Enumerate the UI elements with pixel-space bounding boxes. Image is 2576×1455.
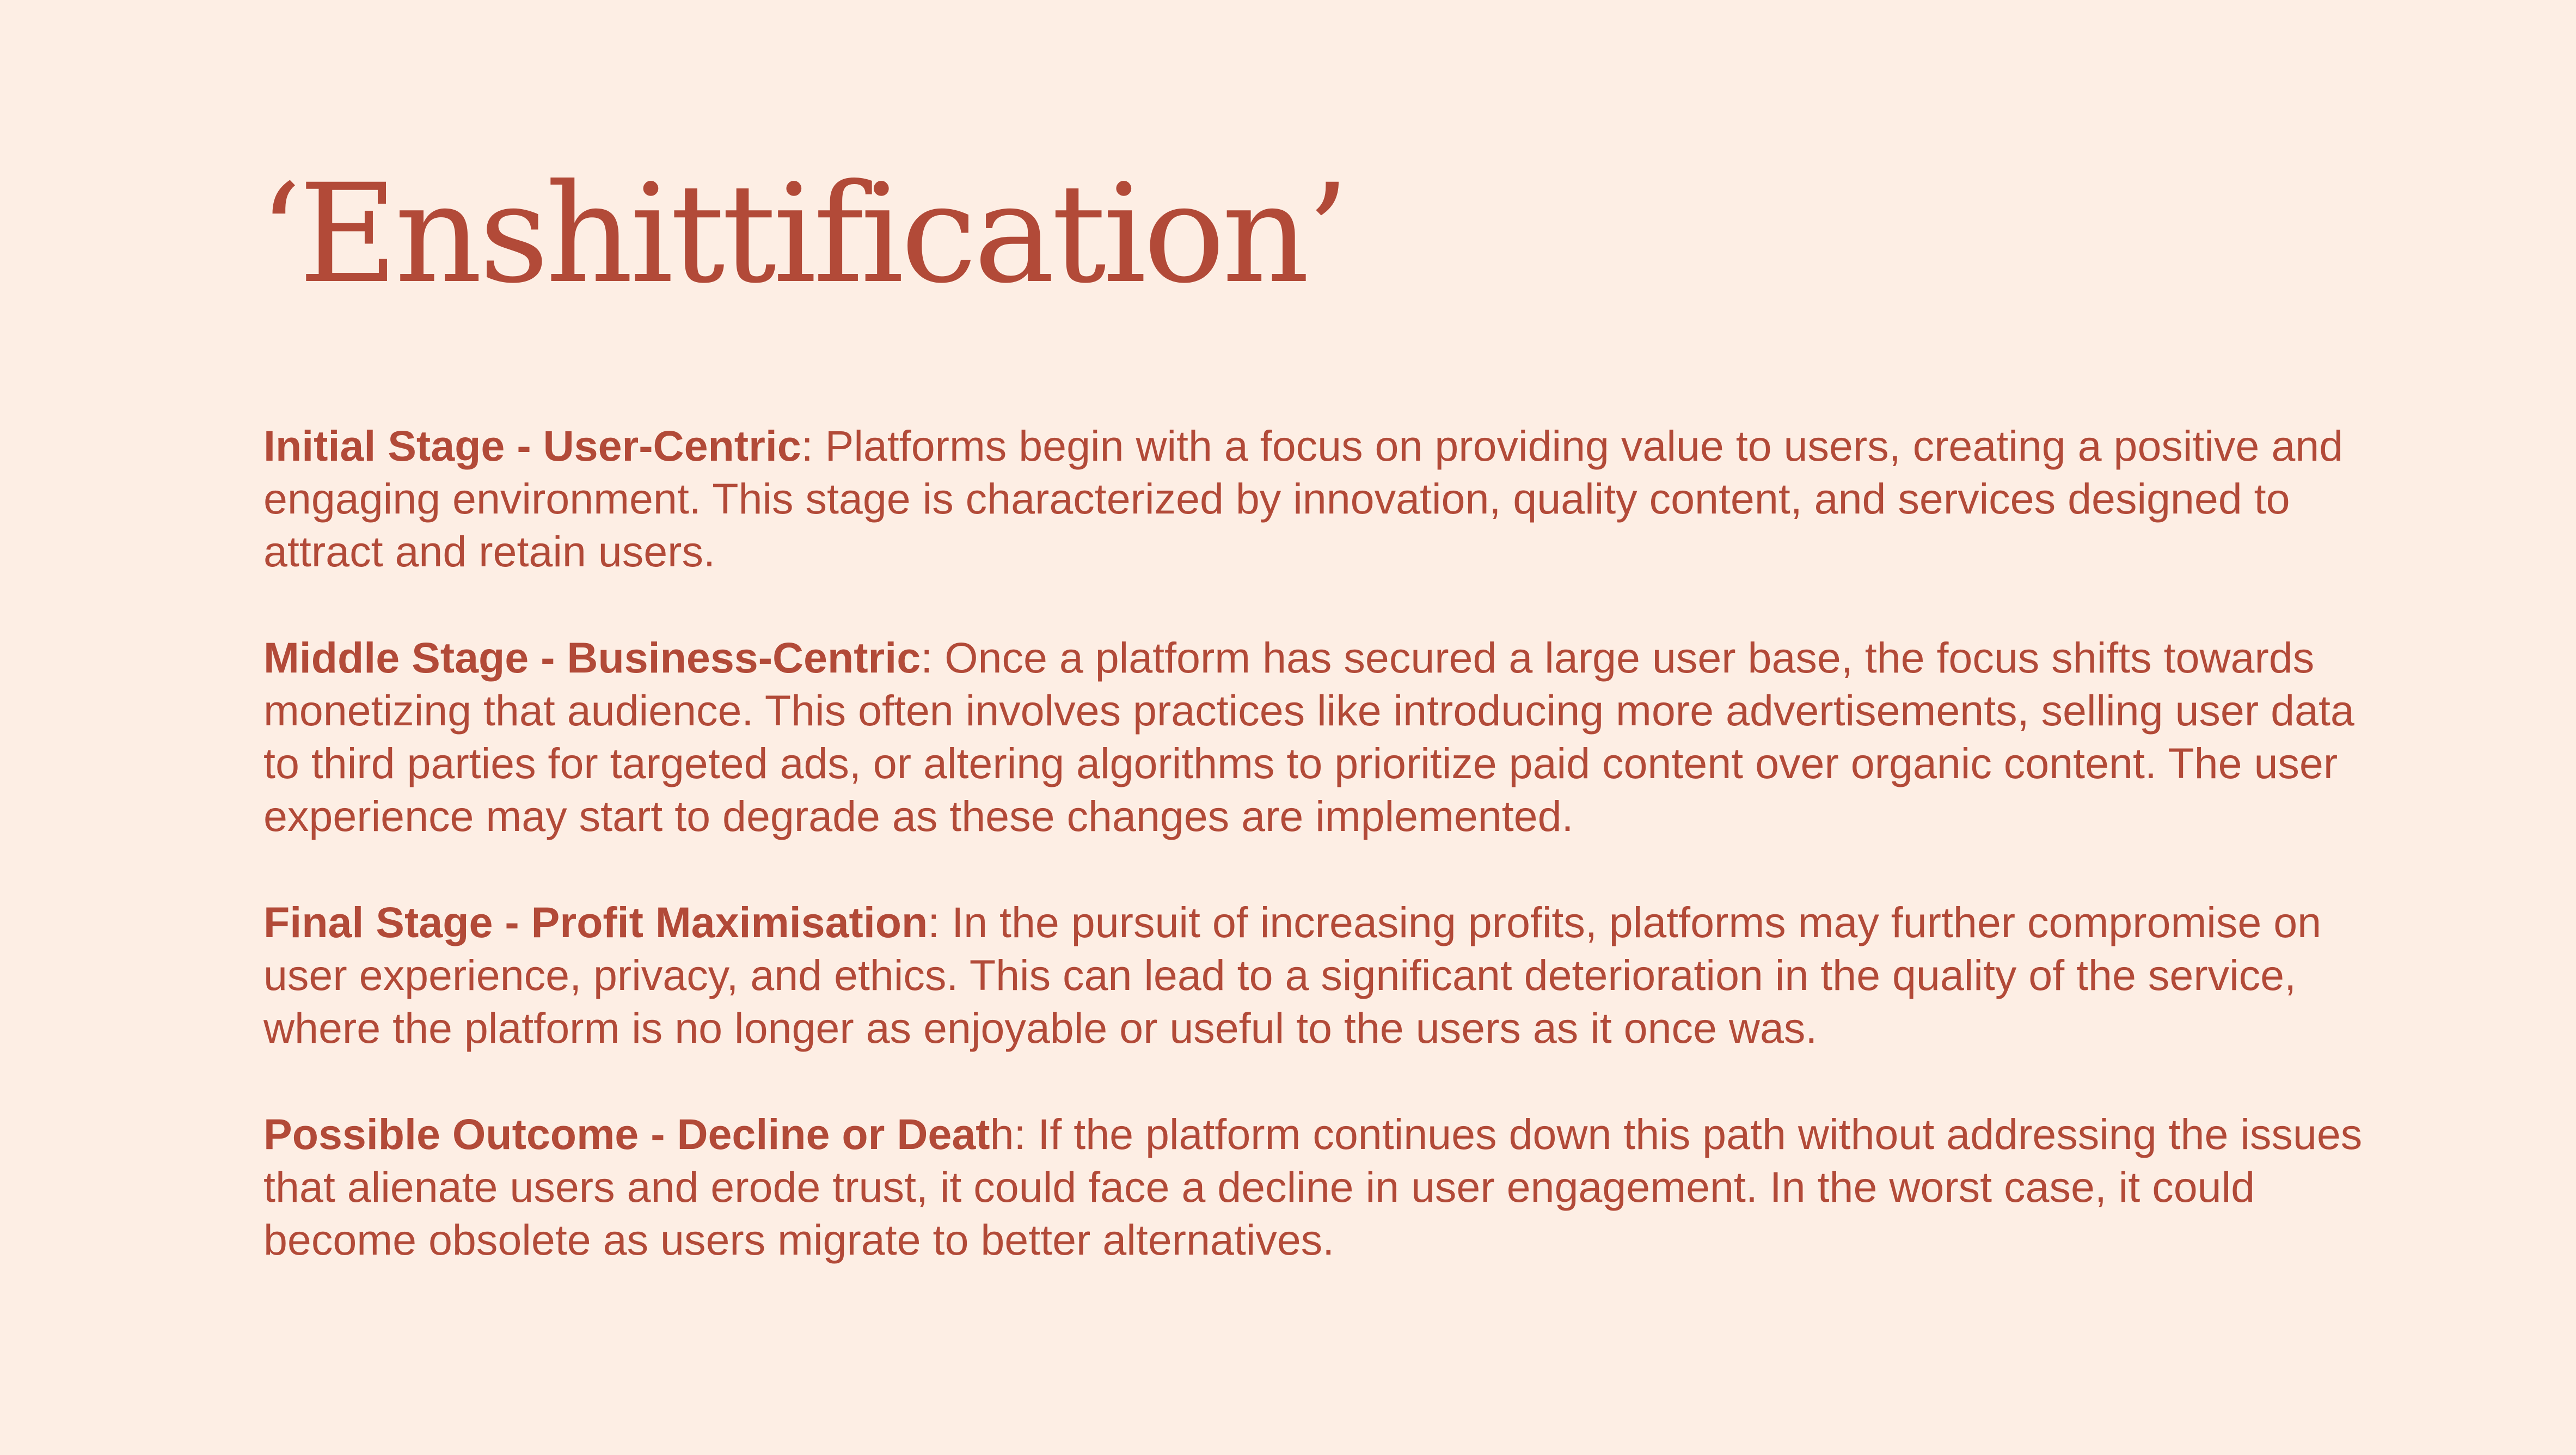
- slide-body: [263, 419, 2365, 1319]
- paragraph-middle-stage: [263, 631, 2365, 842]
- paragraph-heading-tail: h: [990, 1110, 1014, 1158]
- paragraph-text: : In the pursuit of increasing profits, platforms may further compromise on user experience, privacy, and ethics. This can lead to a significant deterioration in the quality of the service, where the platform is no longer as enjoyable or useful to the users as it once was.: [263, 898, 2322, 1052]
- paragraph-heading: Possible Outcome - Decline or Deat: [263, 1110, 990, 1158]
- paragraph-text: : Platforms begin with a focus on providing value to users, creating a positive and engaging environment. This stage is characterized by innovation, quality content, and services designed to attract and retain users.: [263, 421, 2344, 576]
- paragraph-text: : Once a platform has secured a large user base, the focus shifts towards monetizing that audience. This often involves practices like introducing more advertisements, selling user data to third parties for targeted ads, or altering algorithms to prioritize paid content over organic content. The user experience may start to degrade as these changes are implemented.: [263, 633, 2354, 840]
- paragraph-initial-stage: [263, 419, 2365, 578]
- slide-title: ‘Enshittification’: [259, 155, 1347, 313]
- paragraph-heading: Initial Stage - User-Centric: [263, 421, 801, 470]
- paragraph-possible-outcome: [263, 1108, 2365, 1266]
- paragraph-heading: Middle Stage - Business-Centric: [263, 633, 921, 682]
- paragraph-heading: Final Stage - Profit Maximisation: [263, 898, 928, 946]
- paragraph-final-stage: [263, 896, 2365, 1054]
- paragraph-text: : If the platform continues down this path without addressing the issues that alienate users and erode trust, it could face a decline in user engagement. In the worst case, it could become obsolete as users migrate to better alternatives.: [263, 1110, 2363, 1264]
